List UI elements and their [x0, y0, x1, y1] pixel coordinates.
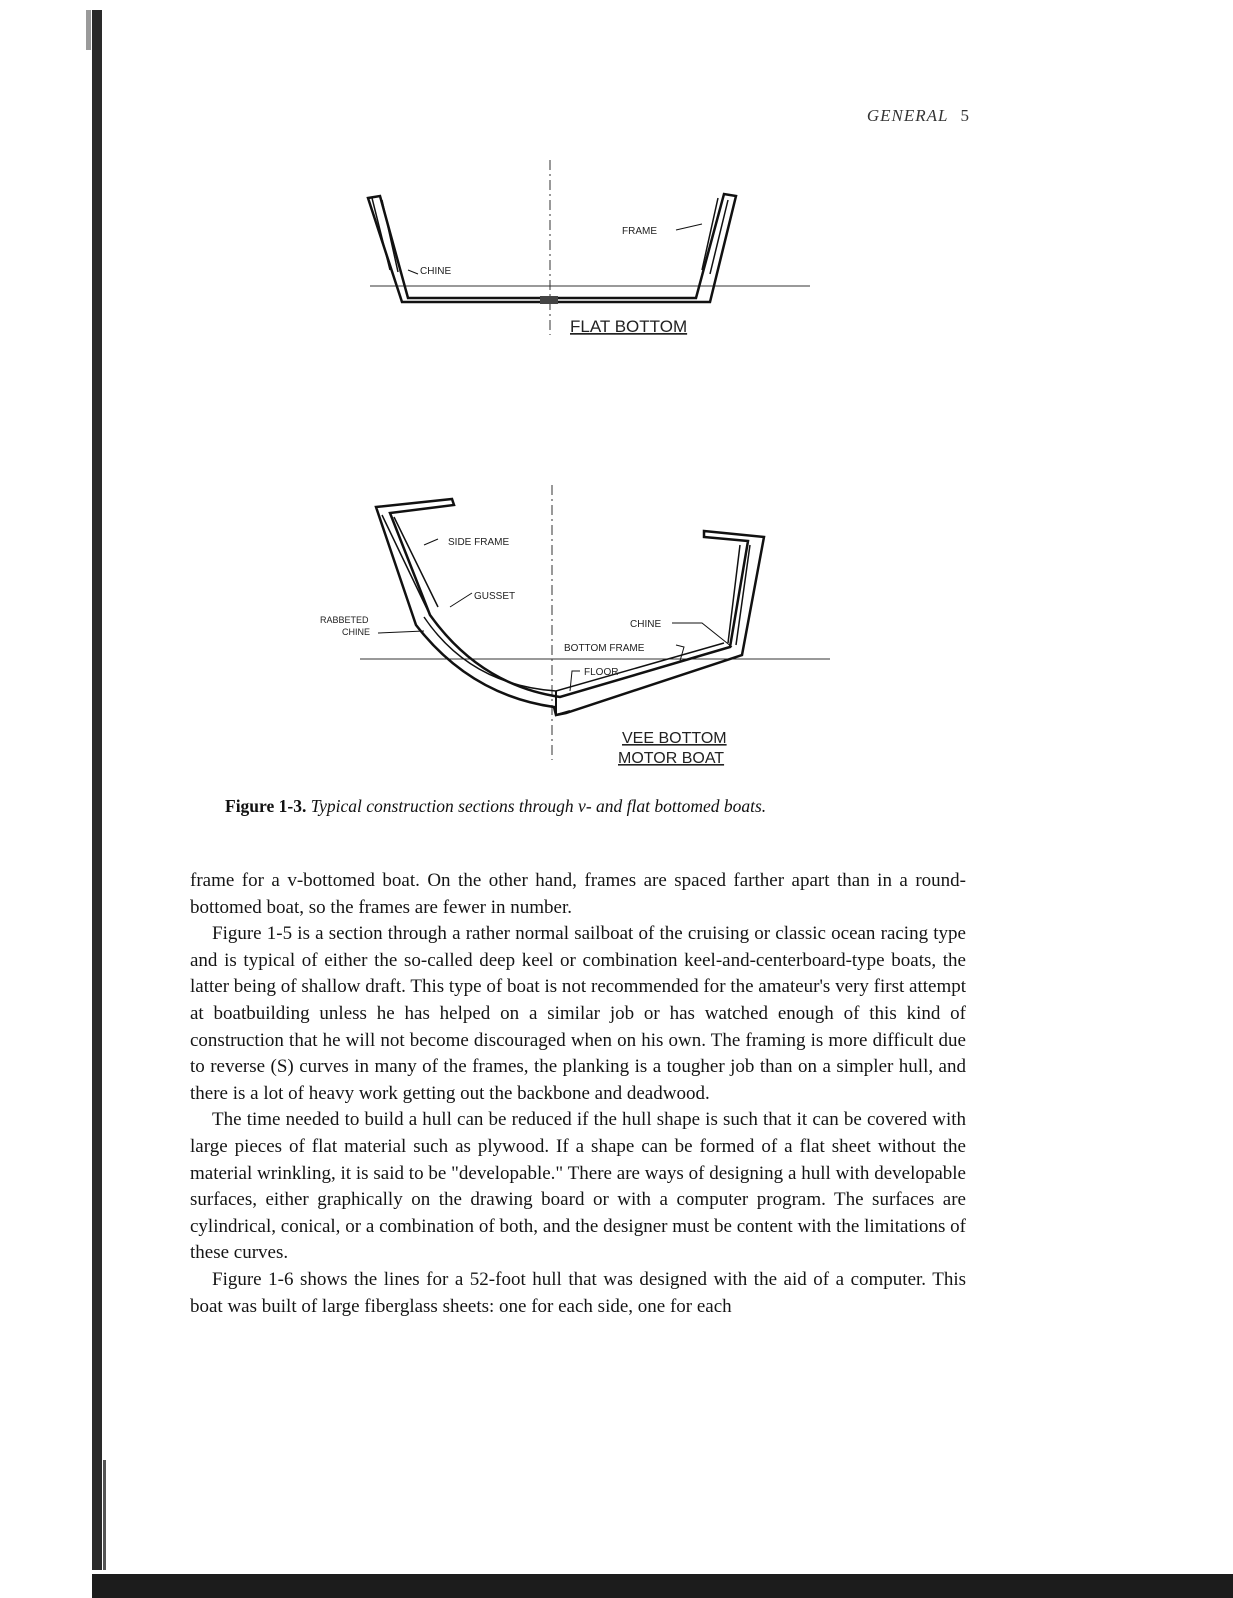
keel-block [540, 296, 558, 304]
vee-bottom-title-line1: VEE BOTTOM [622, 730, 727, 747]
frame-leader [676, 224, 702, 230]
scan-page-edge-mark [86, 10, 91, 50]
scan-margin-mark [103, 1460, 106, 1570]
gusset-leader [450, 593, 472, 607]
chine-right-label: CHINE [630, 619, 662, 630]
chine-label: CHINE [420, 266, 452, 277]
hull-outline [376, 499, 764, 715]
floor-leader [570, 671, 580, 691]
chine-left-leader [378, 631, 424, 633]
side-frame-label: SIDE FRAME [448, 537, 510, 548]
rabbeted-label: RABBETED [320, 615, 369, 625]
caption-label: Figure 1-3. [225, 796, 307, 816]
flat-bottom-title: FLAT BOTTOM [570, 317, 688, 336]
chine-leader [408, 270, 418, 274]
bottom-frame-line [424, 617, 724, 691]
figure-caption [225, 796, 985, 817]
chine-left-label: CHINE [342, 627, 371, 637]
vee-bottom-drawing [320, 485, 840, 775]
running-head [820, 106, 970, 126]
flat-bottom-drawing [360, 160, 820, 350]
scan-page-edge-left [92, 10, 102, 1570]
paragraph-1: frame for a v-bottomed boat. On the other hand, frames are spaced farther apart than in a round-bottomed boat, so the frames are fewer in number. [190, 870, 966, 918]
vee-bottom-title-line2: MOTOR BOAT [618, 750, 725, 767]
figure-vee-bottom [320, 485, 840, 775]
frame-label: FRAME [622, 226, 657, 237]
side-frame-leader [424, 539, 438, 545]
page-number: 5 [960, 106, 970, 125]
paragraph-4: Figure 1-6 shows the lines for a 52-foot hull that was designed with the aid of a computer. This boat was built of large fiberglass sheets: one for each side, one for each [190, 1268, 966, 1317]
paragraph-2: Figure 1-5 is a section through a rather normal sailboat of the cruising or classic ocean racing type and is typical of either the so-called deep keel or combination keel-and-centerboard-type boats, the latter being of shallow draft. This type of boat is not recommended for the amateur's very first attempt at boatbuilding unless he has helped on a similar job or has watched enough of this kind of construction that he will not become discouraged when on his own. The framing is more difficult due to reverse (S) curves in many of the frames, the planking is a tougher job than on a simpler hull, and there is a lot of heavy work getting out the backbone and deadwood. [190, 923, 966, 1104]
figure-flat-bottom [360, 160, 820, 350]
gusset-label: GUSSET [474, 591, 516, 602]
floor-label: FLOOR [584, 667, 619, 678]
body-text [190, 868, 966, 1320]
paragraph-3: The time needed to build a hull can be reduced if the hull shape is such that it can be covered with large pieces of flat material such as plywood. If a shape can be formed of a flat sheet without the material wrinkling, it is said to be "developable." There are ways of designing a hull with developable surfaces, either graphically on the drawing board or with a computer program. The surfaces are cylindrical, conical, or a combination of both, and the designer must be content with the limitations of these curves. [190, 1109, 966, 1264]
running-head-title: GENERAL [866, 106, 949, 125]
caption-text: Typical construction sections through v- and flat bottomed boats. [310, 796, 767, 816]
bottom-frame-label: BOTTOM FRAME [564, 643, 645, 654]
scan-page-edge-bottom [92, 1574, 1233, 1598]
side-frame-left [372, 198, 398, 272]
